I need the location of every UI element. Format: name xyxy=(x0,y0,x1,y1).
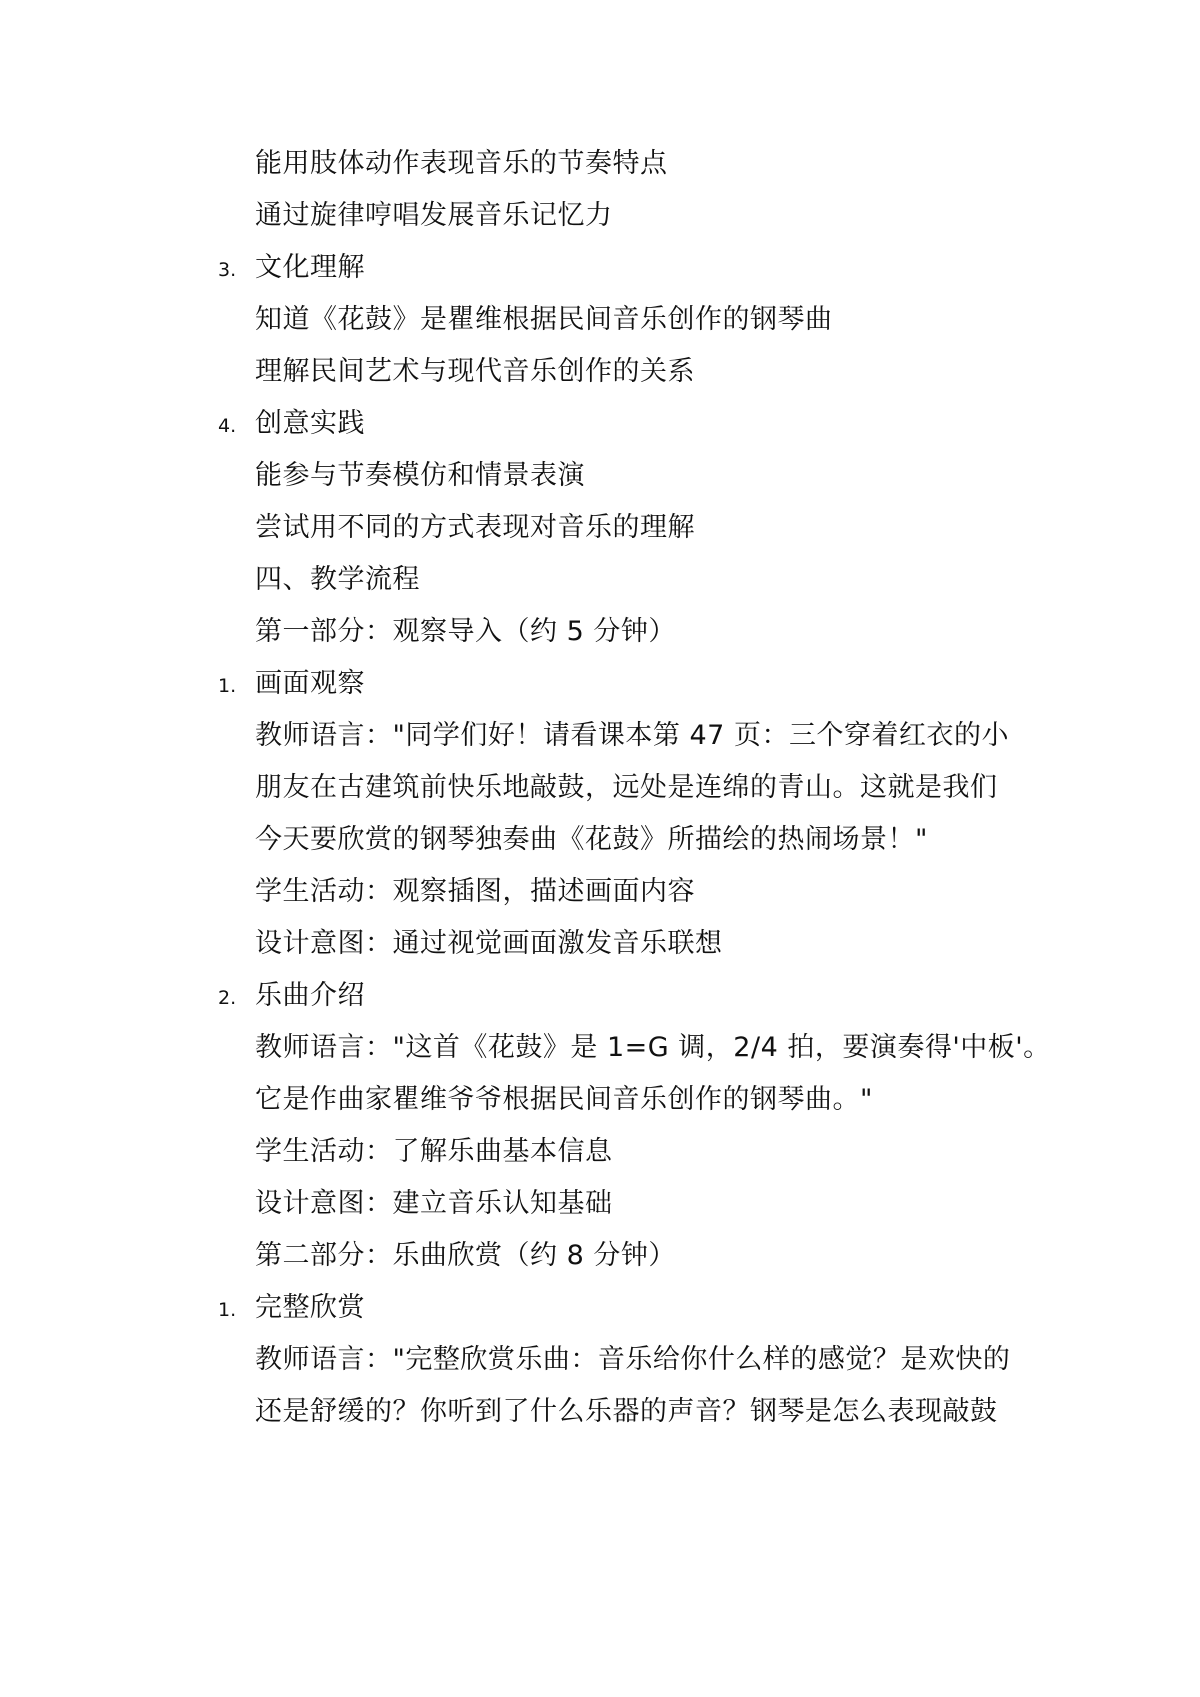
text-line: 它是作曲家瞿维爷爷根据民间音乐创作的钢琴曲。" xyxy=(255,1084,873,1115)
list-number: 1. xyxy=(218,675,237,697)
list-heading: 完整欣赏 xyxy=(255,1292,365,1323)
list-heading: 画面观察 xyxy=(255,668,365,699)
text-line: 通过旋律哼唱发展音乐记忆力 xyxy=(255,200,613,231)
list-heading: 文化理解 xyxy=(255,252,365,283)
text-line: 设计意图：通过视觉画面激发音乐联想 xyxy=(255,928,723,959)
part-heading: 第二部分：乐曲欣赏（约 8 分钟） xyxy=(255,1240,676,1271)
part-heading: 第一部分：观察导入（约 5 分钟） xyxy=(255,616,676,647)
list-number: 3. xyxy=(218,259,237,281)
text-line: 能用肢体动作表现音乐的节奏特点 xyxy=(255,148,668,179)
text-line: 朋友在古建筑前快乐地敲鼓，远处是连绵的青山。这就是我们 xyxy=(255,772,998,803)
text-line: 学生活动：观察插图，描述画面内容 xyxy=(255,876,695,907)
text-line: 教师语言："这首《花鼓》是 1=G 调，2/4 拍，要演奏得'中板'。 xyxy=(255,1032,1051,1063)
text-line: 设计意图：建立音乐认知基础 xyxy=(255,1188,613,1219)
text-line: 学生活动：了解乐曲基本信息 xyxy=(255,1136,613,1167)
text-line: 理解民间艺术与现代音乐创作的关系 xyxy=(255,356,695,387)
list-number: 1. xyxy=(218,1299,237,1321)
text-line: 教师语言："同学们好！请看课本第 47 页：三个穿着红衣的小 xyxy=(255,720,1009,751)
text-line: 尝试用不同的方式表现对音乐的理解 xyxy=(255,512,695,543)
section-heading: 四、教学流程 xyxy=(255,564,420,595)
text-line: 教师语言："完整欣赏乐曲：音乐给你什么样的感觉？是欢快的 xyxy=(255,1344,1011,1375)
list-heading: 创意实践 xyxy=(255,408,365,439)
text-line: 还是舒缓的？你听到了什么乐器的声音？钢琴是怎么表现敲鼓 xyxy=(255,1396,998,1427)
text-line: 知道《花鼓》是瞿维根据民间音乐创作的钢琴曲 xyxy=(255,304,833,335)
text-line: 今天要欣赏的钢琴独奏曲《花鼓》所描绘的热闹场景！" xyxy=(255,824,928,855)
text-line: 能参与节奏模仿和情景表演 xyxy=(255,460,585,491)
list-heading: 乐曲介绍 xyxy=(255,980,365,1011)
list-number: 4. xyxy=(218,415,237,437)
list-number: 2. xyxy=(218,987,237,1009)
